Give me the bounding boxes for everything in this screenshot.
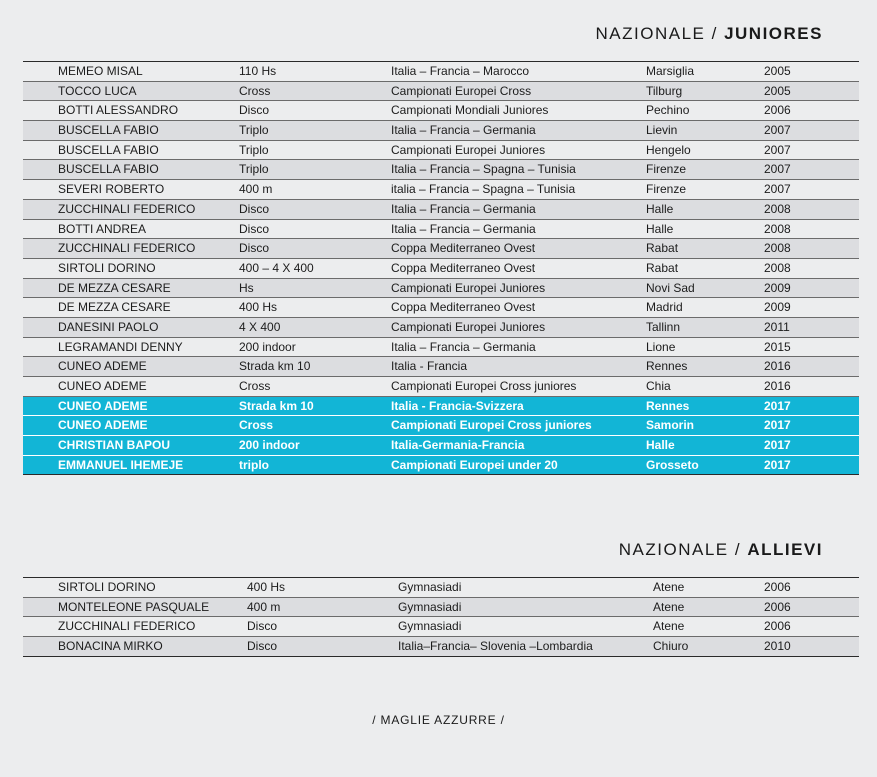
cell-city: Grosseto: [646, 457, 699, 472]
cell-city: Novi Sad: [646, 280, 695, 295]
table-row: [23, 377, 859, 397]
cell-year: 2006: [764, 619, 791, 634]
cell-event: 400 – 4 X 400: [239, 260, 314, 275]
cell-competition: Campionati Europei Juniores: [391, 142, 546, 157]
cell-competition: Gymnasiadi: [398, 619, 462, 634]
cell-competition: Campionati Europei under 20: [391, 457, 558, 472]
juniores-title: [596, 24, 823, 44]
cell-name: DANESINI PAOLO: [58, 319, 159, 334]
cell-year: 2017: [764, 418, 791, 433]
cell-event: 400 Hs: [247, 580, 286, 594]
cell-city: Rabat: [646, 241, 679, 256]
cell-competition: Coppa Mediterraneo Ovest: [391, 300, 536, 315]
table-row: [23, 637, 859, 657]
table-row: [23, 82, 859, 102]
cell-year: 2009: [764, 280, 791, 295]
cell-city: Atene: [653, 599, 685, 614]
cell-year: 2009: [764, 300, 791, 315]
cell-year: 2016: [764, 359, 791, 374]
cell-name: CUNEO ADEME: [58, 418, 148, 433]
cell-competition: Campionati Europei Juniores: [391, 319, 546, 334]
table-row: [23, 578, 859, 598]
cell-event: Disco: [239, 241, 270, 256]
cell-event: 110 Hs: [239, 64, 277, 78]
cell-competition: Italia – Francia – Germania: [391, 201, 536, 216]
cell-name: SEVERI ROBERTO: [58, 182, 165, 197]
cell-competition: italia – Francia – Spagna – Tunisia: [391, 182, 576, 197]
cell-city: Firenze: [646, 182, 687, 197]
cell-year: 2007: [764, 142, 791, 157]
cell-year: 2015: [764, 339, 791, 354]
cell-event: Strada km 10: [239, 398, 314, 413]
cell-name: BUSCELLA FABIO: [58, 142, 159, 157]
cell-competition: Campionati Europei Juniores: [391, 280, 546, 295]
cell-year: 2017: [764, 398, 791, 413]
cell-year: 2008: [764, 221, 791, 236]
cell-city: Halle: [646, 201, 674, 216]
allievi-title: [619, 540, 823, 560]
table-row: [23, 456, 859, 476]
table-row: [23, 416, 859, 436]
juniores-title-prefix: NAZIONALE /: [595, 24, 718, 43]
cell-year: 2008: [764, 201, 791, 216]
table-row: [23, 598, 859, 618]
cell-name: CUNEO ADEME: [58, 398, 148, 413]
cell-event: Triplo: [239, 123, 269, 138]
cell-city: Halle: [646, 438, 675, 453]
cell-year: 2007: [764, 162, 791, 177]
cell-city: Rennes: [646, 359, 688, 374]
table-row: [23, 200, 859, 220]
table-row: [23, 141, 859, 161]
cell-year: 2008: [764, 241, 791, 256]
cell-competition: Coppa Mediterraneo Ovest: [391, 241, 536, 256]
cell-name: ZUCCHINALI FEDERICO: [58, 241, 196, 256]
cell-name: BOTTI ALESSANDRO: [58, 103, 179, 118]
table-row: [23, 357, 859, 377]
cell-city: Atene: [653, 619, 685, 634]
cell-city: Hengelo: [646, 142, 691, 157]
cell-event: Disco: [247, 639, 278, 654]
cell-event: triplo: [239, 457, 269, 472]
table-row: [23, 180, 859, 200]
cell-competition: Italia – Francia – Germania: [391, 221, 536, 236]
cell-event: 200 indoor: [239, 339, 296, 354]
cell-year: 2005: [764, 64, 791, 78]
cell-event: Disco: [239, 201, 270, 216]
cell-competition: Campionati Europei Cross: [391, 83, 532, 98]
cell-name: CUNEO ADEME: [58, 359, 147, 374]
table-row: [23, 62, 859, 82]
table-row: [23, 239, 859, 259]
cell-competition: Gymnasiadi: [398, 599, 462, 614]
juniores-table: [23, 61, 859, 475]
cell-name: CUNEO ADEME: [58, 379, 147, 393]
cell-competition: Campionati Mondiali Juniores: [391, 103, 549, 118]
cell-event: Strada km 10: [239, 359, 311, 374]
cell-competition: Italia - Francia: [391, 359, 468, 374]
cell-competition: Italia – Francia – Spagna – Tunisia: [391, 162, 576, 177]
cell-name: BUSCELLA FABIO: [58, 162, 159, 177]
cell-year: 2017: [764, 457, 791, 472]
table-row: [23, 121, 859, 141]
cell-event: Disco: [239, 103, 270, 118]
cell-name: ZUCCHINALI FEDERICO: [58, 619, 196, 634]
table-row: [23, 298, 859, 318]
cell-year: 2007: [764, 123, 791, 138]
cell-event: Triplo: [239, 142, 269, 157]
cell-name: DE MEZZA CESARE: [58, 300, 171, 315]
cell-competition: Italia-Germania-Francia: [391, 438, 525, 453]
cell-competition: Italia – Francia – Germania: [391, 339, 536, 354]
cell-city: Halle: [646, 221, 674, 236]
cell-event: Disco: [247, 619, 278, 634]
cell-name: MEMEO MISAL: [58, 64, 143, 78]
cell-name: SIRTOLI DORINO: [58, 260, 156, 275]
cell-competition: Italia - Francia-Svizzera: [391, 398, 524, 413]
cell-name: SIRTOLI DORINO: [58, 580, 156, 594]
cell-event: 400 Hs: [239, 300, 278, 315]
cell-year: 2008: [764, 260, 791, 275]
cell-city: Pechino: [646, 103, 690, 118]
cell-city: Marsiglia: [646, 64, 695, 78]
cell-city: Madrid: [646, 300, 683, 315]
cell-city: Tilburg: [646, 83, 683, 98]
cell-event: 200 indoor: [239, 438, 300, 453]
cell-city: Rabat: [646, 260, 679, 275]
cell-event: 400 m: [247, 599, 281, 614]
table-row: [23, 101, 859, 121]
cell-city: Lievin: [646, 123, 678, 138]
cell-year: 2016: [764, 379, 791, 393]
table-row: [23, 259, 859, 279]
cell-year: 2017: [764, 438, 791, 453]
allievi-title-bold: ALLIEVI: [747, 540, 823, 559]
table-row: [23, 338, 859, 358]
table-row: [23, 220, 859, 240]
cell-city: Chiuro: [653, 639, 689, 654]
table-row: [23, 397, 859, 417]
cell-event: Cross: [239, 418, 274, 433]
cell-year: 2006: [764, 580, 791, 594]
cell-event: Hs: [239, 280, 254, 295]
cell-event: Disco: [239, 221, 270, 236]
cell-year: 2011: [764, 319, 790, 334]
juniores-title-bold: JUNIORES: [724, 24, 823, 43]
cell-city: Chia: [646, 379, 671, 393]
cell-competition: Campionati Europei Cross juniores: [391, 379, 577, 393]
cell-event: 400 m: [239, 182, 273, 197]
cell-name: TOCCO LUCA: [58, 83, 137, 98]
cell-city: Firenze: [646, 162, 687, 177]
table-row: [23, 318, 859, 338]
table-row: [23, 436, 859, 456]
cell-city: Rennes: [646, 398, 690, 413]
cell-name: BONACINA MIRKO: [58, 639, 163, 654]
cell-name: MONTELEONE PASQUALE: [58, 599, 210, 614]
cell-year: 2006: [764, 599, 791, 614]
cell-city: Samorin: [646, 418, 695, 433]
cell-competition: Italia–Francia– Slovenia –Lombardia: [398, 639, 593, 654]
cell-event: Cross: [239, 83, 271, 98]
cell-name: BOTTI ANDREA: [58, 221, 147, 236]
cell-city: Atene: [653, 580, 685, 594]
cell-event: Cross: [239, 379, 271, 393]
cell-city: Lione: [646, 339, 676, 354]
cell-competition: Italia – Francia – Germania: [391, 123, 536, 138]
cell-year: 2005: [764, 83, 791, 98]
footer-label: / MAGLIE AZZURRE /: [372, 713, 505, 727]
allievi-title-prefix: NAZIONALE /: [618, 540, 742, 559]
cell-year: 2010: [764, 639, 791, 654]
table-row: [23, 279, 859, 299]
cell-event: Triplo: [239, 162, 269, 177]
cell-competition: Coppa Mediterraneo Ovest: [391, 260, 536, 275]
cell-competition: Gymnasiadi: [398, 580, 462, 594]
table-row: [23, 160, 859, 180]
cell-year: 2006: [764, 103, 791, 118]
cell-name: ZUCCHINALI FEDERICO: [58, 201, 196, 216]
cell-name: CHRISTIAN BAPOU: [58, 438, 171, 453]
cell-name: DE MEZZA CESARE: [58, 280, 171, 295]
cell-competition: Campionati Europei Cross juniores: [391, 418, 592, 433]
allievi-table: [23, 577, 859, 657]
cell-name: LEGRAMANDI DENNY: [58, 339, 183, 354]
cell-city: Tallinn: [646, 319, 681, 334]
cell-name: BUSCELLA FABIO: [58, 123, 159, 138]
cell-year: 2007: [764, 182, 791, 197]
cell-name: EMMANUEL IHEMEJE: [58, 457, 184, 472]
table-row: [23, 617, 859, 637]
cell-competition: Italia – Francia – Marocco: [391, 64, 530, 78]
cell-event: 4 X 400: [239, 319, 281, 334]
